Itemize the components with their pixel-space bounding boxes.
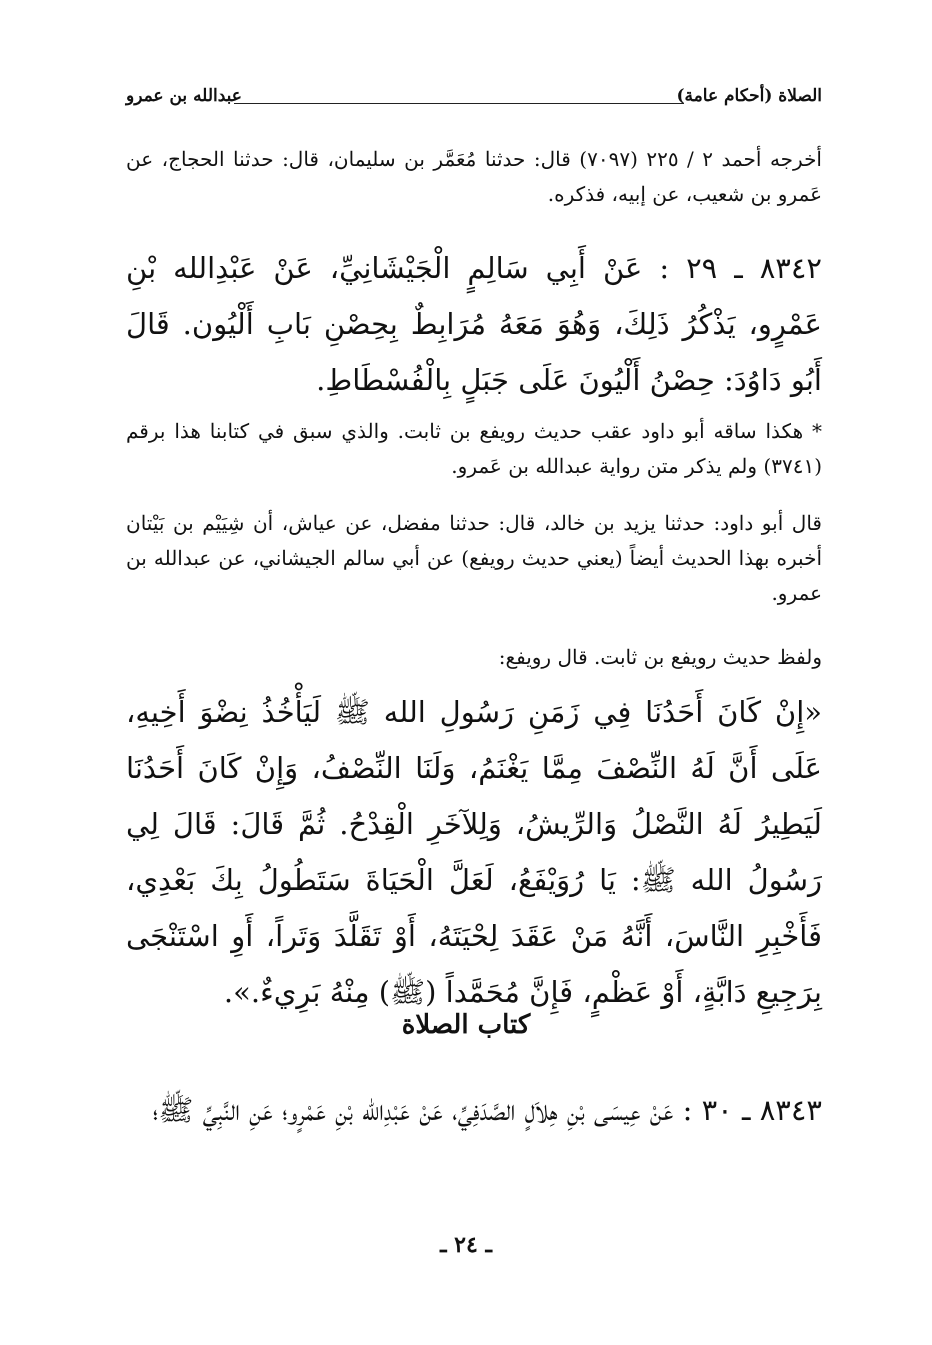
note-paragraph-1 [126, 414, 822, 484]
kitab-heading: كتاب الصلاة [401, 1010, 531, 1040]
header-section-title: الصلاة (أحكام عامة) [676, 86, 822, 106]
hadith-8342 [126, 240, 822, 408]
note-3-text: ولفظ حديث رويفع بن ثابت. قال رويفع: [498, 645, 822, 669]
takhrij-paragraph [126, 142, 822, 212]
note-2-text: قال أبو داود: حدثنا يزيد بن خالد، قال: حدثنا مفضل، عن عياش، أن شِيَيْم بن بَيْتان أخبره بهذا الحديث أيضاً (يعني حديث رويفع) عن أبي سالم الجيشاني، عن عبدالله بن عمرو. [126, 511, 822, 605]
header-rule [234, 103, 684, 104]
page-number: ـ ٢٤ ـ [440, 1232, 492, 1258]
ruwayfi-hadith [126, 684, 822, 1020]
hadith-8343-text: ٨٣٤٣ ـ ٣٠ : عَنْ عِيسَى بْنِ هِلاَلٍ الصَّدَفِيِّ، عَنْ عَبْدِالله بْنِ عَمْرٍو؛ عَنِ النَّبِيِّ ﷺ؛ [152, 1093, 822, 1127]
ruwayfi-text: «إِنْ كَانَ أَحَدُنَا فِي زَمَنِ رَسُولِ الله ﷺ لَيَأْخُذُ نِضْوَ أَخِيهِ، عَلَى أَنَّ لَهُ النِّصْفَ مِمَّا يَغْنَمُ، وَلَنَا النِّصْفُ، وَإِنْ كَانَ أَحَدُنَا لَيَطِيرُ لَهُ النَّصْلُ وَالرِّيشُ، وَلِلآخَرِ الْقِدْحُ. ثُمَّ قَالَ: قَالَ لِي رَسُولُ الله ﷺ: يَا رُوَيْفَعُ، لَعَلَّ الْحَيَاةَ سَتَطُولُ بِكَ بَعْدِي، فَأَخْبِرِ النَّاسَ، أَنَّهُ مَنْ عَقَدَ لِحْيَتَهُ، أَوْ تَقَلَّدَ وَتَراً، أَوِ اسْتَنْجَى بِرَجِيعِ دَابَّةٍ، أَوْ عَظْمٍ، فَإِنَّ مُحَمَّداً (ﷺ) مِنْهُ بَرِيءٌ.». [126, 695, 822, 1009]
header-narrator: عبدالله بن عمرو [126, 86, 242, 106]
hadith-8343 [126, 1082, 822, 1138]
running-header [126, 86, 822, 116]
note-paragraph-3 [126, 640, 822, 675]
takhrij-text: أخرجه أحمد ٢ / ٢٢٥ (٧٠٩٧) قال: حدثنا مُعَمَّر بن سليمان، قال: حدثنا الحجاج، عن عَمرو بن شعيب، عن إبيه، فذكره. [126, 147, 822, 206]
note-1-text: * هكذا ساقه أبو داود عقب حديث رويفع بن ثابت. والذي سبق في كتابنا هذا برقم (٣٧٤١) ولم يذكر متن رواية عبدالله بن عَمرو. [126, 419, 822, 478]
hadith-8342-text: ٨٣٤٢ ـ ٢٩ : عَنْ أَبِي سَالِمٍ الْجَيْشَانِيِّ، عَنْ عَبْدِالله بْنِ عَمْرٍو، يَذْكُرُ ذَلِكَ، وَهُوَ مَعَهُ مُرَابِطٌ بِحِصْنِ بَابِ أَلْيُون. قَالَ أَبُو دَاوُدَ: حِصْنُ أَلْيُونَ عَلَى جَبَلٍ بِالْفُسْطَاطِ. [126, 251, 823, 397]
note-paragraph-2 [126, 506, 822, 611]
